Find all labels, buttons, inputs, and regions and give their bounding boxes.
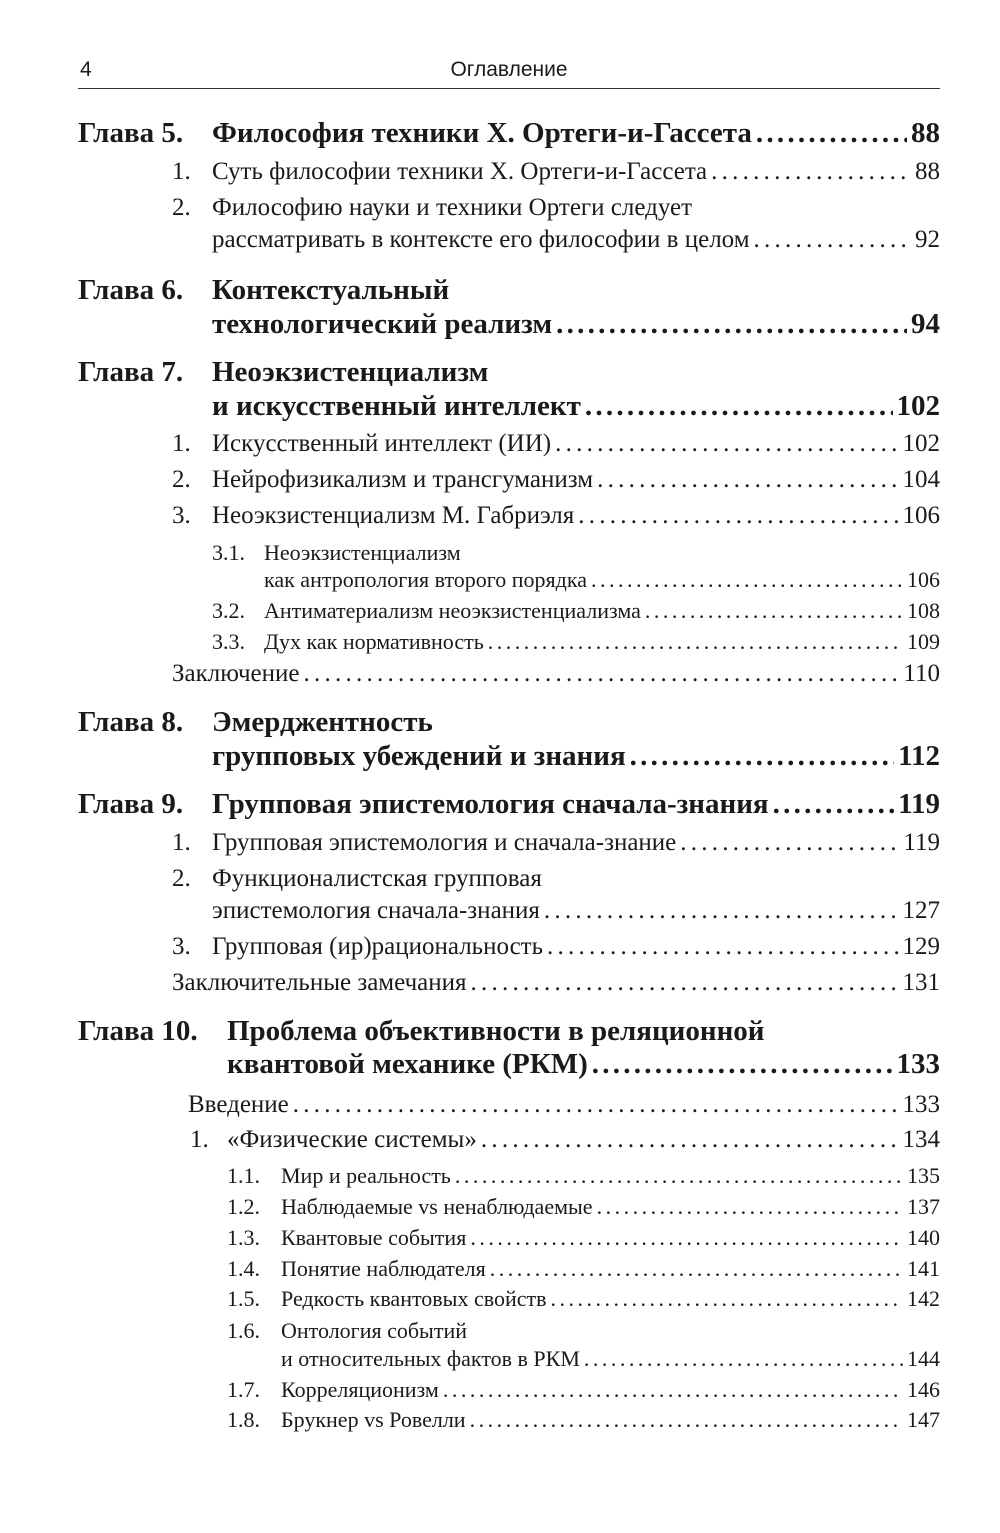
section-title-line-1: Философию науки и техники Ортеги следует: [212, 194, 693, 221]
page-ref: 88: [911, 117, 940, 149]
section-number: 3.: [172, 502, 191, 529]
section-title: Групповая (ир)рациональность: [212, 933, 544, 960]
subsection-title: Дух как нормативность: [264, 629, 484, 654]
page-ref: 109: [907, 629, 940, 654]
chapter-title-line-1: Эмерджентность: [212, 706, 433, 738]
toc-line: [172, 660, 940, 688]
subsection-title: Антиматериализм неоэкзистенциализма: [264, 598, 641, 623]
page-ref: 141: [907, 1256, 940, 1281]
page-ref: 108: [907, 598, 940, 623]
page-ref: 112: [898, 740, 940, 772]
toc-line: [212, 226, 940, 254]
chapter-title-line-1: Проблема объективности в реляционной: [227, 1015, 765, 1047]
page-ref: 144: [907, 1346, 940, 1371]
toc-line: [212, 430, 940, 458]
leader-dots: [754, 226, 911, 254]
subsection-number: 3.1.: [212, 540, 245, 565]
leader-dots: [592, 1048, 893, 1081]
subsection-number: 1.7.: [227, 1377, 260, 1402]
toc-line: [212, 829, 940, 857]
page-ref: 106: [902, 502, 940, 529]
page-ref: 133: [902, 1091, 940, 1118]
subsection-title: Мир и реальность: [281, 1163, 451, 1188]
toc-line: [281, 1225, 940, 1251]
toc-line: [212, 158, 940, 186]
toc-line: [212, 897, 940, 925]
section-title-line-2: эпистемология сначала-знания: [212, 897, 540, 924]
leader-dots: [597, 1194, 903, 1220]
toc-line: [264, 598, 940, 624]
leader-dots: [555, 430, 898, 458]
leader-dots: [443, 1377, 903, 1403]
subsection-title: Понятие наблюдателя: [281, 1256, 486, 1281]
toc-line: [227, 1126, 940, 1154]
toc-line: [212, 502, 940, 530]
leader-dots: [544, 897, 899, 925]
leader-dots: [471, 969, 899, 997]
leader-dots: [773, 788, 894, 821]
toc-line: [212, 117, 940, 150]
subsection-title: Квантовые события: [281, 1225, 467, 1250]
leader-dots: [597, 466, 898, 494]
subsection-number: 1.5.: [227, 1286, 260, 1311]
toc-line: [212, 788, 940, 821]
page-ref: 94: [911, 308, 940, 340]
section-number: 1.: [172, 158, 191, 185]
page-number: 4: [80, 58, 92, 81]
toc-line: [264, 629, 940, 655]
toc-line: [281, 1163, 940, 1189]
chapter-title-line-1: Контекстуальный: [212, 274, 450, 306]
section-title-line-1: Функционалистская групповая: [212, 865, 542, 892]
subsection-number: 1.6.: [227, 1318, 260, 1343]
section-title: Групповая эпистемология и сначала-знание: [212, 829, 677, 856]
chapter-label: Глава 9.: [78, 788, 184, 820]
subsection-number: 1.2.: [227, 1194, 260, 1219]
page-ref: 119: [898, 788, 940, 820]
chapter-title: Философия техники Х. Ортеги-и-Гассета: [212, 117, 752, 149]
toc-line: [281, 1407, 940, 1433]
page-ref: 142: [907, 1286, 940, 1311]
subsection-title: Наблюдаемые vs ненаблюдаемые: [281, 1194, 593, 1219]
page-ref: 127: [902, 897, 940, 924]
section-number: 1.: [172, 430, 191, 457]
running-title: Оглавление: [450, 58, 568, 81]
leader-dots: [293, 1091, 899, 1119]
subsection-title: Брукнер vs Ровелли: [281, 1407, 466, 1432]
page-ref: 106: [907, 567, 940, 592]
page-ref: 92: [915, 226, 940, 253]
leader-dots: [551, 1286, 903, 1312]
chapter-title-line-2: групповых убеждений и знания: [212, 740, 626, 772]
page-ref: 135: [907, 1163, 940, 1188]
section-number: 3.: [172, 933, 191, 960]
subsection-number: 3.3.: [212, 629, 245, 654]
subsection-number: 3.2.: [212, 598, 245, 623]
leader-dots: [645, 598, 903, 624]
toc-line: [212, 466, 940, 494]
page-ref: 102: [896, 390, 940, 422]
leader-dots: [304, 660, 900, 688]
leader-dots: [488, 629, 903, 655]
subsection-number: 1.8.: [227, 1407, 260, 1432]
chapter-title-line-1: Неоэкзистенциализм: [212, 356, 489, 388]
toc-line: [172, 969, 940, 997]
toc-line: [212, 390, 940, 423]
page-ref: 131: [902, 969, 940, 996]
subsection-title: Редкость квантовых свойств: [281, 1286, 547, 1311]
section-title: Заключительные замечания: [172, 969, 467, 996]
toc-line: [212, 740, 940, 773]
toc-line: [281, 1286, 940, 1312]
subsection-title-line-2: и относительных фактов в РКМ: [281, 1346, 580, 1371]
subsection-number: 1.1.: [227, 1163, 260, 1188]
section-title: Введение: [188, 1091, 289, 1118]
leader-dots: [481, 1126, 899, 1154]
toc-line: [264, 567, 940, 593]
toc-line: [281, 1194, 940, 1220]
section-title: Суть философии техники Х. Ортеги-и-Гассета: [212, 158, 708, 185]
leader-dots: [630, 740, 894, 773]
page-ref: 146: [907, 1377, 940, 1402]
section-title: Заключение: [172, 660, 300, 687]
subsection-title: Корреляционизм: [281, 1377, 439, 1402]
leader-dots: [490, 1256, 903, 1282]
leader-dots: [470, 1407, 903, 1433]
page-ref: 102: [902, 430, 940, 457]
leader-dots: [756, 117, 907, 150]
subsection-title-line-1: Онтология событий: [281, 1318, 467, 1343]
chapter-label: Глава 8.: [78, 706, 184, 738]
page-ref: 137: [907, 1194, 940, 1219]
toc-line: [227, 1048, 940, 1081]
subsection-title-line-1: Неоэкзистенциализм: [264, 540, 461, 565]
section-title: Искусственный интеллект (ИИ): [212, 430, 552, 457]
leader-dots: [455, 1163, 903, 1189]
page-ref: 88: [915, 158, 940, 185]
leader-dots: [680, 829, 899, 857]
leader-dots: [591, 567, 903, 593]
leader-dots: [585, 390, 893, 423]
chapter-title-line-2: технологический реализм: [212, 308, 553, 340]
toc-line: [188, 1091, 940, 1119]
subsection-title-line-2: как антропология второго порядка: [264, 567, 587, 592]
page-ref: 134: [902, 1126, 940, 1153]
section-title: Нейрофизикализм и трансгуманизм: [212, 466, 594, 493]
leader-dots: [584, 1346, 903, 1372]
page-ref: 104: [902, 466, 940, 493]
toc-line: [212, 933, 940, 961]
leader-dots: [470, 1225, 903, 1251]
section-number: 2.: [172, 865, 191, 892]
leader-dots: [711, 158, 911, 186]
leader-dots: [556, 308, 907, 341]
toc-line: [281, 1377, 940, 1403]
section-title-line-2: рассматривать в контексте его философии в целом: [212, 226, 750, 253]
page-ref: 119: [903, 829, 940, 856]
leader-dots: [547, 933, 898, 961]
section-number: 1.: [172, 829, 191, 856]
page-ref: 147: [907, 1407, 940, 1432]
subsection-number: 1.3.: [227, 1225, 260, 1250]
chapter-title-line-2: и искусственный интеллект: [212, 390, 581, 422]
toc-line: [212, 308, 940, 341]
section-title: «Физические системы»: [227, 1126, 477, 1153]
chapter-label: Глава 10.: [78, 1015, 198, 1047]
page-ref: 129: [902, 933, 940, 960]
section-number: 1.: [190, 1126, 209, 1153]
chapter-label: Глава 6.: [78, 274, 184, 306]
running-head: [78, 56, 940, 89]
section-number: 2.: [172, 194, 191, 221]
subsection-number: 1.4.: [227, 1256, 260, 1281]
page-ref: 110: [903, 660, 940, 687]
section-title: Неоэкзистенциализм М. Габриэля: [212, 502, 575, 529]
chapter-label: Глава 5.: [78, 117, 184, 149]
chapter-label: Глава 7.: [78, 356, 184, 388]
toc-line: [281, 1346, 940, 1372]
leader-dots: [578, 502, 898, 530]
chapter-title: Групповая эпистемология сначала-знания: [212, 788, 769, 820]
page-ref: 140: [907, 1225, 940, 1250]
toc-line: [281, 1256, 940, 1282]
chapter-title-line-2: квантовой механике (РКМ): [227, 1048, 588, 1080]
section-number: 2.: [172, 466, 191, 493]
page-ref: 133: [896, 1048, 940, 1080]
